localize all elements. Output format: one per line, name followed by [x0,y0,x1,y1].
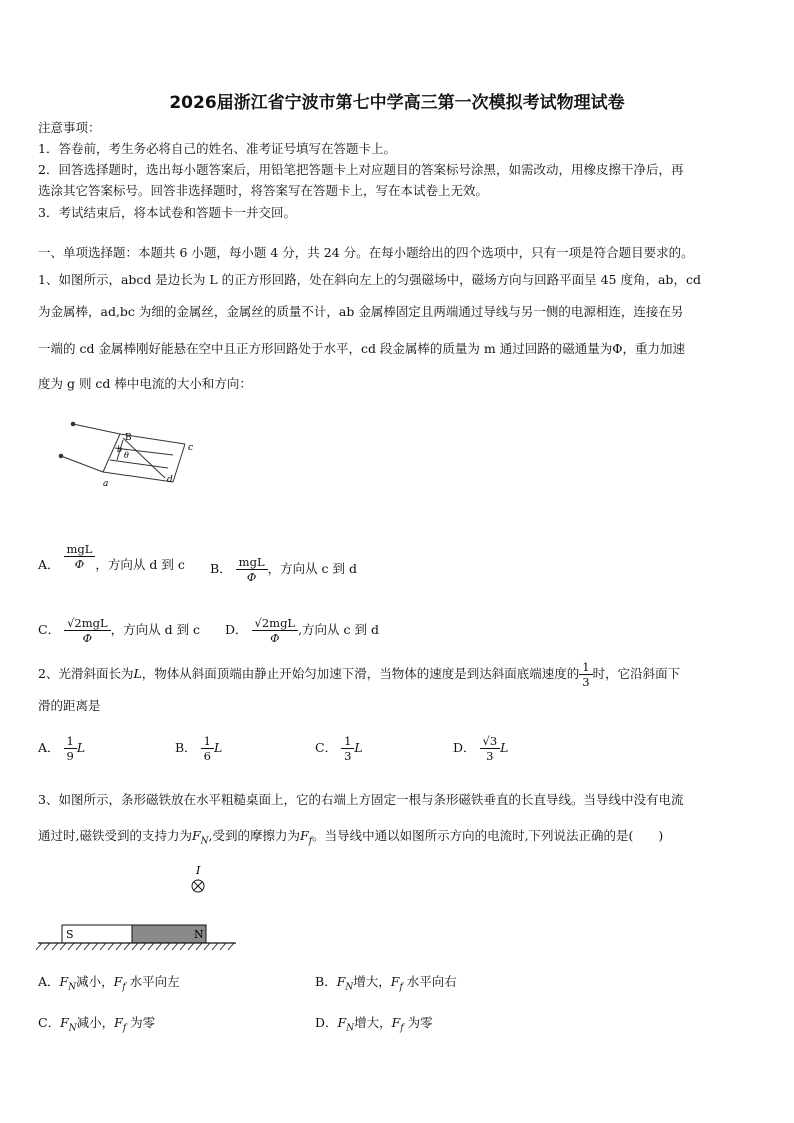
q2-text-a: 2、光滑斜面长为 [38,666,134,681]
var-Ff-sub: f [122,1023,127,1034]
var-FN-sub: N [345,982,354,993]
q3-option-c-label: C． [38,1015,61,1030]
q3-line2 [38,828,663,850]
q3-option-c[interactable] [38,1013,155,1034]
frac-den: Φ [74,557,85,571]
table-hatching [36,943,234,950]
frac-num: 1 [201,734,214,749]
q3-option-b-label: B． [315,974,337,989]
q2-option-a-label: A． [38,740,60,755]
var-Ff: F [113,974,123,989]
q3-option-b[interactable] [315,972,457,993]
q1-line4: 度为 g 则 cd 棒中电流的大小和方向： [38,376,252,391]
q2-text-c: 时，它沿斜面下 [592,666,681,681]
q2-option-c[interactable] [315,734,363,763]
q2-option-a[interactable] [38,734,85,763]
q3-var-Ff-sub: f [308,836,313,847]
note-item-2b: 选涂其它答案标号。回答非选择题时，将答案写在答题卡上，写在本试卷上无效。 [38,183,489,198]
q3-fig-label-S: S [66,928,74,941]
q1-option-a[interactable] [38,542,185,573]
var-Ff: F [114,1015,123,1030]
q1-option-b-fraction [236,555,268,584]
q3-fig-label-N: N [194,928,204,941]
q1-option-b-label: B． [210,561,232,576]
frac-den: 9 [66,749,74,763]
frac-num: mgL [236,555,268,570]
q2-option-a-var: L [76,740,86,755]
q3-option-b-t2: 水平向右 [406,974,457,989]
q2-option-b-fraction [201,734,214,763]
q1-option-c[interactable] [38,616,200,645]
section-heading: 一、单项选择题：本题共 6 小题，每小题 4 分，共 24 分。在每小题给出的四个选项中，只有一项是符合题目要求的。 [38,245,694,260]
q1-option-b-text: ，方向从 c 到 d [267,561,358,576]
q1-option-c-label: C． [38,622,61,637]
q1-option-d-fraction [252,616,299,645]
frac-den: Φ [82,631,93,645]
q3-option-a[interactable] [38,972,180,993]
var-FN-sub: N [346,1023,355,1034]
var-FN: F [337,1015,347,1030]
q3-option-b-t1: 增大， [353,974,391,989]
q1-line1: 1、如图所示，abcd 是边长为 L 的正方形回路，处在斜向左上的匀强磁场中，磁场方向与回路平面呈 45 度角，ab，cd [38,272,701,287]
q3-fig-label-I: I [196,864,201,877]
note-item-1: 1．答卷前，考生务必将自己的姓名、准考证号填写在答题卡上。 [38,141,396,156]
q2-text-b: ，物体从斜面顶端由静止开始匀加速下滑，当物体的速度是到达斜面底端速度的 [141,666,580,681]
var-Ff: F [390,974,400,989]
q1-option-a-label: A． [38,557,60,572]
var-FN-sub: N [68,982,77,993]
q1-option-d-text: ,方向从 c 到 d [298,622,379,637]
frac-num: √3 [480,734,501,749]
q3-option-c-t1: 减小， [76,1015,115,1030]
q2-option-d-label: D． [453,740,476,755]
frac-den: Φ [246,570,257,584]
q3-option-d-t1: 增大， [354,1015,392,1030]
var-FN: F [60,1015,69,1030]
q2-fraction [579,660,592,689]
q3-text-a: 通过时,磁铁受到的支持力为 [38,828,192,843]
q1-fig-label-b: b [117,445,123,454]
q2-option-c-label: C． [315,740,338,755]
frac-num: 1 [64,734,77,749]
q3-option-c-t2: 为零 [130,1015,156,1030]
notes-heading: 注意事项： [38,120,101,135]
q3-figure [36,860,246,955]
q3-var-Ff: F [300,828,309,843]
q3-text-b: ,受到的摩擦力为 [208,828,301,843]
q3-option-d[interactable] [315,1013,433,1034]
q1-option-a-fraction [64,542,96,571]
q1-option-a-text: ，方向从 d 到 c [95,557,185,572]
frac-den: 3 [344,749,352,763]
frac-den: 6 [203,749,211,763]
frac-den: 3 [582,675,590,689]
note-item-2a: 2．回答选择题时，选出每小题答案后，用铅笔把答题卡上对应题目的答案标号涂黑，如需改动，用橡皮擦干净后，再 [38,162,684,177]
q2-option-c-var: L [354,740,363,755]
frac-num: √2mgL [64,616,111,631]
var-FN: F [59,974,69,989]
q3-option-a-t1: 减小， [76,974,114,989]
q1-option-d-label: D． [225,622,248,637]
var-Ff: F [391,1015,401,1030]
q1-option-d[interactable] [225,616,379,645]
q3-option-a-label: A． [38,974,60,989]
frac-num: √2mgL [252,616,299,631]
q3-text-c: 。当导线中通以如图所示方向的电流时,下列说法正确的是( ) [312,828,664,843]
q2-option-a-fraction [64,734,77,763]
var-FN-sub: N [68,1023,77,1034]
q2-line1 [38,660,680,689]
var-FN: F [336,974,346,989]
frac-num: 1 [341,734,354,749]
var-Ff-sub: f [399,982,403,993]
q2-option-c-fraction [341,734,354,763]
var-Ff-sub: f [400,1023,404,1034]
q1-line3: 一端的 cd 金属棒刚好能悬在空中且正方形回路处于水平，cd 段金属棒的质量为 m 通过回路的磁通量为Φ，重力加速 [38,341,685,356]
note-item-3: 3．考试结束后，将本试卷和答题卡一并交回。 [38,205,296,220]
frac-den: 3 [486,749,494,763]
frac-num: 1 [579,660,592,675]
q1-figure [55,410,205,520]
q3-option-d-label: D． [315,1015,338,1030]
q2-option-d-fraction [480,734,501,763]
frac-num: mgL [64,542,96,557]
q1-option-c-fraction [64,616,111,645]
q1-fig-label-d: d [167,475,173,485]
q2-option-b[interactable] [175,734,222,763]
q3-line1: 3、如图所示，条形磁铁放在水平粗糙桌面上，它的右端上方固定一根与条形磁铁垂直的长直导线。当导线中没有电流 [38,792,684,807]
q1-fig-label-B: B [125,433,132,443]
q2-option-b-var: L [214,740,223,755]
q3-var-FN: F [191,828,201,843]
q2-option-d[interactable] [453,734,508,763]
q1-fig-label-a: a [103,479,109,489]
q3-option-a-t2: 水平向左 [129,974,180,989]
page-title: 2026届浙江省宁波市第七中学高三第一次模拟考试物理试卷 [169,93,625,113]
q1-option-b[interactable] [210,555,357,584]
q2-option-b-label: B． [175,740,197,755]
q1-fig-label-c: c [188,443,194,453]
q2-var-L: L [133,666,142,681]
var-Ff-sub: f [122,982,126,993]
q1-option-c-text: ，方向从 d 到 c [110,622,201,637]
q1-line2: 为金属棒，ad,bc 为细的金属丝，金属丝的质量不计，ab 金属棒固定且两端通过导线与另一侧的电源相连，连接在另 [38,304,684,319]
q2-line2: 滑的距离是 [38,698,101,713]
q1-fig-label-theta: θ [124,451,129,460]
q3-option-d-t2: 为零 [407,1015,433,1030]
frac-den: Φ [270,631,280,645]
q2-option-d-var: L [500,740,509,755]
q3-var-FN-sub: N [200,836,209,847]
